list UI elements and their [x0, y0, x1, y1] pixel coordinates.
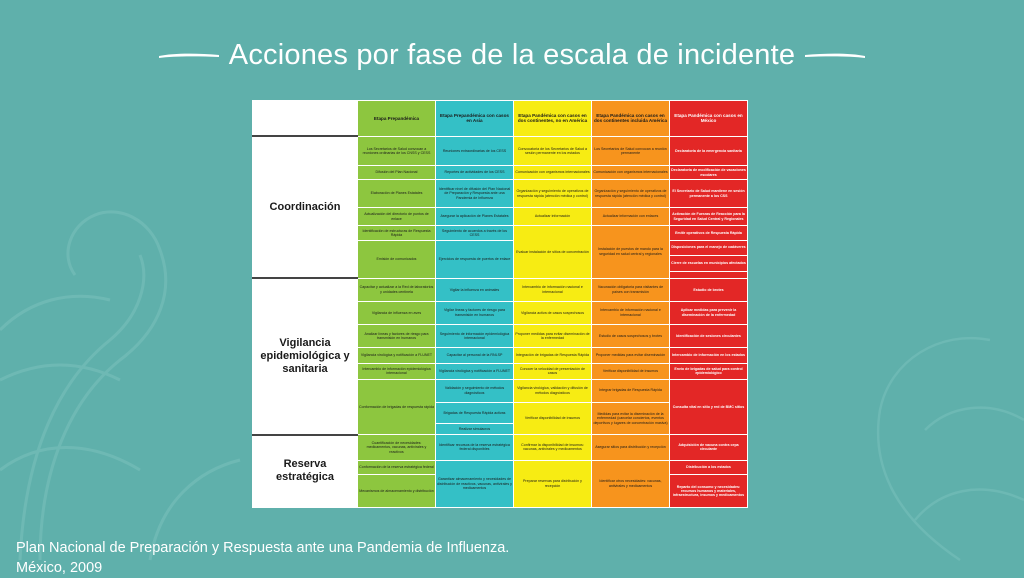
table-cell: Envío de brigadas de salud para control epidemiológico: [670, 363, 748, 379]
table-row: [253, 435, 748, 460]
table-cell: Actualización del directorio de puntos de enlace: [358, 208, 436, 226]
table-cell: Proponer medidas para evitar diseminación: [592, 348, 670, 364]
table-cell: Emitir operativos de Respuesta Rápida: [670, 226, 748, 241]
header-pandemica-mexico: Etapa Pandémica con casos en México: [670, 101, 748, 137]
source-citation: [16, 538, 716, 578]
table-cell: Identificar otros necesidades: vacunas, antivirales y medicamentos: [592, 460, 670, 507]
table-cell: Integrar brigadas de Respuesta Rápida: [592, 379, 670, 402]
table-cell: Organización y seguimiento de operativos de respuesta rápida (atención médica y control): [514, 179, 592, 207]
table-cell: Analizar líneas y factores de riesgo para transmisión en humanos: [358, 324, 436, 347]
source-citation-line1: Plan Nacional de Preparación y Respuesta ante una Pandemia de Influenza.: [16, 540, 510, 556]
table-cell: Vigilancia virológica y notificación a FLUNET: [358, 348, 436, 364]
table-cell: Asegurar sitios para distribución y recepción: [592, 435, 670, 460]
table-cell: Cuantificación de necesidades: medicamentos, vacunas, antivirales y reactivos: [358, 435, 436, 460]
table-cell: Asegurar la aplicación de Planes Estatales: [436, 208, 514, 226]
header-prepandemica-asia: Etapa Prepandémica con casos en Asia: [436, 101, 514, 137]
table-cell: Confirmar la disponibilidad de insumos: vacunas, antivirales y medicamentos: [514, 435, 592, 460]
title-dash-left: [157, 50, 221, 60]
source-citation-line2: México, 2009: [16, 560, 103, 576]
table-cell: Los Secretarios de Salud convocan a reunión permanente: [592, 136, 670, 165]
table-cell: Evaluar instalación de sitios de concentración: [514, 226, 592, 279]
table-cell: Medidas para evitar la diseminación de la enfermedad (cancelar conciertos, eventos deportivos y lugares de concentración masiva): [592, 402, 670, 435]
table-cell: Reuniones extraordinarias de los CESS: [436, 136, 514, 165]
table-cell: Vigilancia virológica, validación y difusión de métodos diagnósticos: [514, 379, 592, 402]
table-cell: Activación de Fuerzas de Reacción para la Seguridad en Salud Central y Regionales: [670, 208, 748, 226]
phase-actions-table: [252, 100, 748, 508]
table-cell: Capacitar al personal de la RNLSP: [436, 348, 514, 364]
table-cell: Disposiciones para el manejo de cadáveres: [670, 240, 748, 255]
table-cell: Declaratoria de la emergencia sanitaria: [670, 136, 748, 165]
table-cell: Vigilancia de influenza en aves: [358, 301, 436, 324]
table-cell: Distribución a los estados: [670, 460, 748, 475]
table-cell: Intercambio de información nacional e internacional: [592, 301, 670, 324]
table-cell: Mecanismos de almacenamiento y distribución: [358, 475, 436, 508]
table-row: [253, 278, 748, 301]
table-cell: Integración de brigadas de Respuesta Rápida: [514, 348, 592, 364]
table-cell: Garantizar almacenamiento y necesidades de distribución de reactivos, vacunas, antivirales y medicamentos: [436, 460, 514, 507]
table-cell: Vacunación obligatoria para visitantes de países con transmisión: [592, 278, 670, 301]
table-cell: Seguimiento de acuerdos a través de los CESS: [436, 226, 514, 241]
table-cell: Vigilar la influenza en animales: [436, 278, 514, 301]
table-cell: Cierre de escuelas en municipios afectados: [670, 255, 748, 272]
table-cell: Intercambio de información en los estados: [670, 348, 748, 364]
table-cell: Organización y seguimiento de operativos de respuesta rápida (atención médica y control): [592, 179, 670, 207]
table-cell: Preparar reservas para distribución y recepción: [514, 460, 592, 507]
header-pandemica-america: Etapa Pandémica con casos en dos continentes incluida América: [592, 101, 670, 137]
table-cell: Estudio de casos sospechosos y brotes: [592, 324, 670, 347]
table-cell: Vigilar líneas y factores de riesgo para transmisión en humanos: [436, 301, 514, 324]
table-cell: Conformación de brigadas de respuesta rápida: [358, 379, 436, 435]
table-cell: Consulta vital en sitio y red de BMC sitios: [670, 379, 748, 435]
table-cell: Vigilancia virológica y notificación a FLUNET: [436, 363, 514, 379]
table-cell: Identificación de sesiones circulantes: [670, 324, 748, 347]
page-title: Acciones por fase de la escala de incidente: [228, 38, 796, 71]
table-cell: Actualizar información con enlaces: [592, 208, 670, 226]
table-cell: Identificar recursos de la reserva estratégica federal disponibles: [436, 435, 514, 460]
table-cell: Emisión de comunicados: [358, 240, 436, 278]
table-cell: Proponer medidas para evitar diseminación de la enfermedad: [514, 324, 592, 347]
table-cell: Convocatoria de los Secretarios de Salud a sesión permanente en los estados: [514, 136, 592, 165]
table-cell: Brigadas de Respuesta Rápida activas: [436, 402, 514, 423]
title-bar: [0, 30, 1024, 80]
table-cell: Verificar disponibilidad de insumos: [592, 363, 670, 379]
table-cell: Adquisición de vacuna contra cepa circulante: [670, 435, 748, 460]
phase-label-reserva: Reserva estratégica: [253, 435, 358, 508]
table-cell: Seguimiento de información epidemiológica internacional: [436, 324, 514, 347]
table-cell: Vigilancia activa de casos sospechosos: [514, 301, 592, 324]
table-cell: Difusión del Plan Nacional: [358, 166, 436, 180]
table-cell: Ejercicios de respuesta de puertos de enlace: [436, 240, 514, 278]
table-cell: Verificar disponibilidad de insumos: [514, 402, 592, 435]
table-cell: Aplicar medidas para prevenir la diseminación de la enfermedad: [670, 301, 748, 324]
table-cell: Actualizar información: [514, 208, 592, 226]
table-cell: Comunicación con organismos internacionales: [514, 166, 592, 180]
table-cell: Identificar nivel de difusión del Plan Nacional de Preparación y Respuesta ante una Pandemia de Influenza: [436, 179, 514, 207]
title-dash-right: [803, 50, 867, 60]
phase-label-coordinacion: Coordinación: [253, 136, 358, 278]
table-header-row: [253, 101, 748, 137]
table-cell: El Secretario de Salud mantiene en sesión permanente a los CSS: [670, 179, 748, 207]
header-pandemica-dos-continentes: Etapa Pandémica con casos en dos continentes, no en América: [514, 101, 592, 137]
table-cell: Identificación de estructuras de Respuesta Rápida: [358, 226, 436, 241]
table-cell: Elaboración de Planes Estatales: [358, 179, 436, 207]
header-prepandemica: Etapa Prepandémica: [358, 101, 436, 137]
table-cell: Reportes de actividades de los CESS: [436, 166, 514, 180]
table-cell: Conocer la velocidad de presentación de casos: [514, 363, 592, 379]
table-cell: Reparto del consumo y necesidades: recursos humanos y materiales, infraestructura, insumos y medicamentos: [670, 475, 748, 508]
table-cell: Validación y seguimiento de métodos diagnósticos: [436, 379, 514, 402]
table-cell: Capacitar y actualizar a la Red de laboratorios y unidades centinela: [358, 278, 436, 301]
table-cell: Declaratoria de modificación de vacaciones escolares: [670, 166, 748, 180]
phase-actions-table-container: [252, 100, 747, 508]
table-cell: Conformación de la reserva estratégica federal: [358, 460, 436, 475]
table-cell: Los Secretarios de Salud convocan a reuniones ordinarias de los CNSS y CESS: [358, 136, 436, 165]
table-cell: Instalación de puestos de mando para la seguridad en salud central y regionales: [592, 226, 670, 279]
table-cell: Intercambio de información nacional e internacional: [514, 278, 592, 301]
table-row: [253, 136, 748, 165]
header-empty: [253, 101, 358, 137]
table-cell: Comunicación con organismos internacionales: [592, 166, 670, 180]
table-cell: Estudio de brotes: [670, 278, 748, 301]
phase-label-vigilancia: Vigilancia epidemiológica y sanitaria: [253, 278, 358, 435]
table-cell: Intercambio de información epidemiológica internacional: [358, 363, 436, 379]
table-cell: Realizar simulacros: [436, 423, 514, 435]
